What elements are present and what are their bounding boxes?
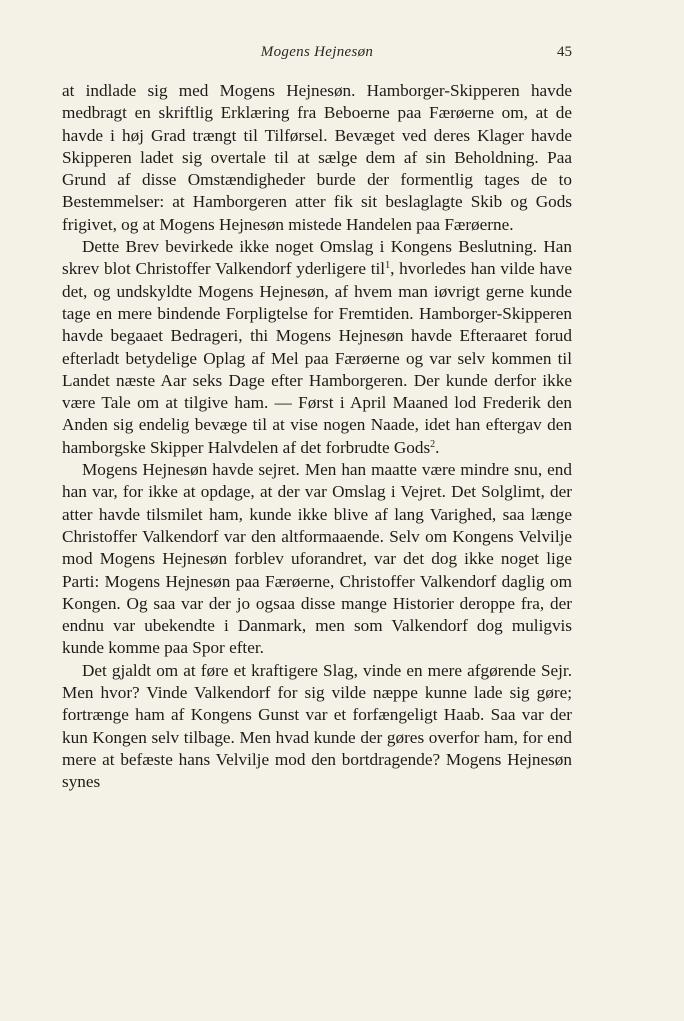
paragraph-2 [62,236,572,459]
paragraph-1 [62,80,572,236]
paragraph-3 [62,459,572,660]
running-title: Mogens Hejnesøn [260,44,374,60]
body-text [62,80,572,794]
footnote-ref-2[interactable]: 2 [430,438,436,450]
page-number: 45 [557,44,572,60]
running-head [62,44,572,68]
paragraph-1-text: at indlade sig med Mogens Hejnesøn. Hamborger-Skipperen havde medbragt en skriftlig Erklæring fra Beboerne paa Færøerne om, at de havde i høj Grad trængt til Tilførsel. Bevæget ved deres Klager havde Skipperen ladet sig overtale til at sælge dem af sin Beholdning. Paa Grund af disse Omstændigheder burde der formentlig tages de to Bestemmelser: at Hamborgeren atter fik sit beslaglagte Skib og Gods frigivet, og at Mogens Hejnesøn mistede Handelen paa Færøerne. [62,81,572,234]
paragraph-2-text-a: Dette Brev bevirkede ikke noget Omslag i Kongens Beslutning. Han skrev blot Christoffer Valkendorf yderligere til [62,237,572,279]
footnote-ref-1[interactable]: 1 [385,260,391,272]
paragraph-2-text-c: . [435,437,440,457]
paragraph-4-text: Det gjaldt om at føre et kraftigere Slag, vinde en mere afgørende Sejr. Men hvor? Vinde Valkendorf for sig vilde næppe kunne lade sig gøre; fortrænge ham af Kongens Gunst var et forfængeligt Haab. Saa var der kun Kongen selv tilbage. Men hvad kunde der gøres overfor ham, for end mere at befæste hans Velvilje mod den bortdragende? Mogens Hejnesøn synes [62,660,572,792]
paragraph-3-text: Mogens Hejnesøn havde sejret. Men han maatte være mindre snu, end han var, for ikke at opdage, at der var Omslag i Vejret. Det Solglimt, der atter havde tilsmilet ham, kunde ikke blive af lang Varighed, saa længe Christoffer Valkendorf var den altformaaende. Selv om Kongens Velvilje mod Mogens Hejnesøn forblev uforandret, var det dog ikke noget lige Parti: Mogens Hejnesøn paa Færøerne, Christoffer Valkendorf daglig om Kongen. Og saa var der jo ogsaa disse mange Historier deroppe fra, der endnu var ubekendte i Danmark, men som Valkendorf dog muligvis kunde komme paa Spor efter. [62,460,572,658]
paragraph-2-text-b: , hvorledes han vilde have det, og undskyldte Mogens Hejnesøn, af hvem man iøvrigt gerne kunde tage en mere bindende Forpligtelse for Fremtiden. Hamborger-Skipperen havde begaaet Bedrageri, thi Mogens Hejnesøn havde Efteraaret forud efterladt betydelige Oplag af Mel paa Færøerne og var selv kommen til Landet næste Aar seks Dage efter Hamborgeren. Der kunde derfor ikke være Tale om at tilgive ham. — Først i April Maaned lod Frederik den Anden sig endelig bevæge til at vise nogen Naade, idet han eftergav den hamborgske Skipper Halvdelen af det forbrudte Gods [62,259,572,457]
paragraph-4 [62,660,572,794]
